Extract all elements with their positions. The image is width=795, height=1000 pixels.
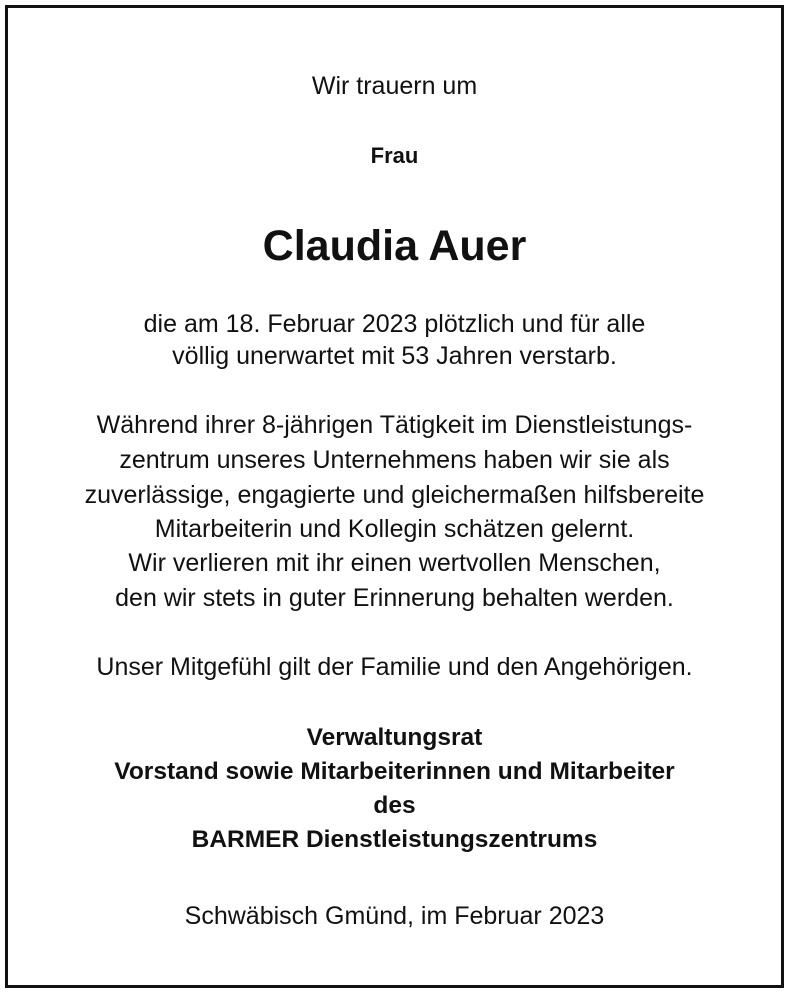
tribute-line-2: zentrum unseres Unternehmens haben wir sie als xyxy=(119,446,670,474)
deceased-name: Claudia Auer xyxy=(262,222,527,270)
tribute-line-4: Mitarbeiterin und Kollegin schätzen gelernt. xyxy=(154,515,635,543)
signature-line-4: BARMER Dienstleistungszentrums xyxy=(191,826,598,853)
signature-line-1: Verwaltungsrat xyxy=(306,724,483,751)
salutation: Frau xyxy=(370,143,419,168)
place-date: Schwäbisch Gmünd, im Februar 2023 xyxy=(184,902,605,930)
tribute-line-1: Während ihrer 8-jährigen Tätigkeit im Dienstleistungs- xyxy=(96,411,693,439)
death-line-1: die am 18. Februar 2023 plötzlich und für alle xyxy=(143,310,646,338)
signature-line-3: des xyxy=(373,792,416,819)
condolence-text: Unser Mitgefühl gilt der Familie und den Angehörigen. xyxy=(96,653,693,681)
death-line-2: völlig unerwartet mit 53 Jahren verstarb. xyxy=(172,342,617,370)
tribute-line-3: zuverlässige, engagierte und gleichermaßen hilfsbereite xyxy=(84,481,705,509)
intro-text: Wir trauern um xyxy=(311,72,478,100)
signature-line-2: Vorstand sowie Mitarbeiterinnen und Mitarbeiter xyxy=(114,758,675,785)
tribute-line-5: Wir verlieren mit ihr einen wertvollen Menschen, xyxy=(128,549,661,577)
tribute-line-6: den wir stets in guter Erinnerung behalten werden. xyxy=(115,584,674,612)
